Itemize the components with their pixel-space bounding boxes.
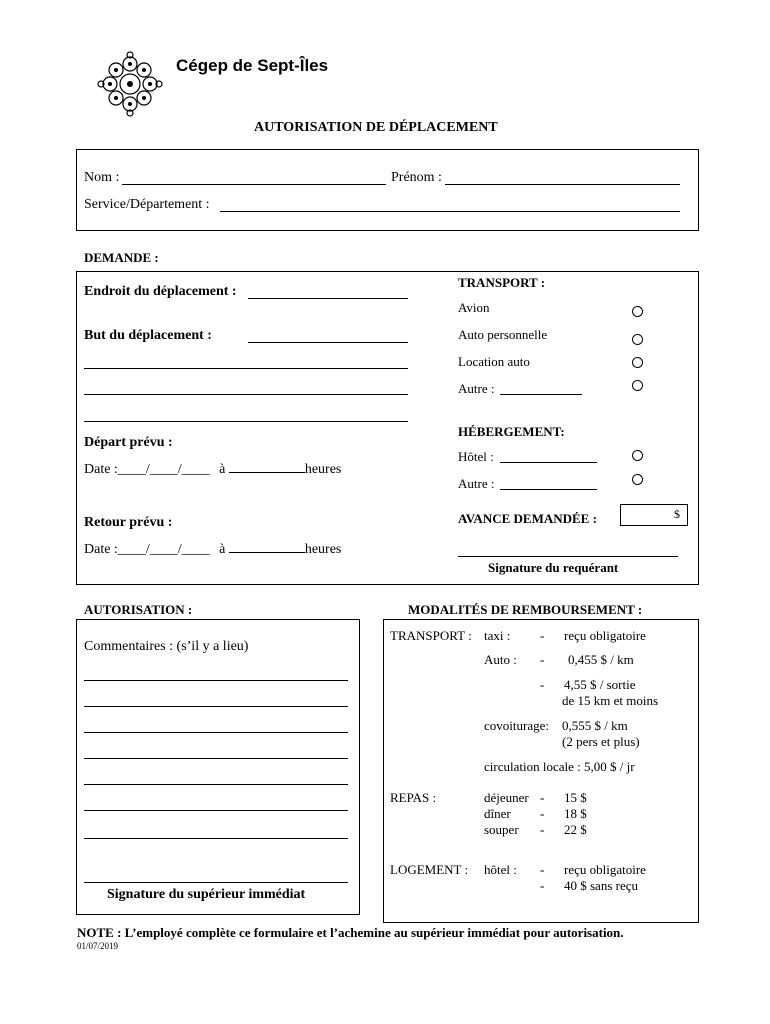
endroit-field[interactable]	[248, 298, 408, 299]
hotel-label: hôtel :	[484, 862, 517, 877]
auto-dash-1: -	[540, 652, 545, 667]
radio-transport-autre[interactable]	[632, 380, 643, 391]
hotel-value-2: 40 $ sans reçu	[564, 878, 639, 893]
repas-meal-dejeuner: déjeuner	[484, 790, 529, 805]
covoit-value-b: (2 pers et plus)	[562, 734, 640, 749]
repas-meal-souper: souper	[484, 822, 519, 837]
taxi-label: taxi :	[484, 628, 511, 643]
comment-line-2[interactable]	[84, 706, 348, 707]
taxi-dash: -	[540, 628, 545, 643]
auto-value-2b: de 15 km et moins	[562, 693, 659, 708]
taxi-value: reçu obligatoire	[564, 628, 646, 643]
depart-heures-label: heures	[304, 462, 342, 477]
hebergement-option-autre: Autre :	[458, 476, 495, 491]
logement-label: LOGEMENT :	[390, 862, 469, 877]
hebergement-autre-field[interactable]	[500, 489, 597, 490]
signature-superieur-line[interactable]	[84, 882, 348, 883]
but-field-line-2[interactable]	[84, 368, 408, 369]
transport-title: TRANSPORT :	[458, 275, 546, 290]
depart-time-field[interactable]	[229, 462, 305, 473]
repas-dash-3: -	[540, 822, 545, 837]
hotel-value-1: reçu obligatoire	[564, 862, 646, 877]
but-label: But du déplacement :	[84, 328, 212, 343]
comment-line-5[interactable]	[84, 784, 348, 785]
demande-section-label: DEMANDE :	[84, 250, 159, 265]
footer-note: NOTE : L’employé complète ce formulaire et l’achemine au supérieur immédiat pour autorisation.	[77, 925, 624, 940]
radio-hebergement-autre[interactable]	[632, 474, 643, 485]
service-field[interactable]	[220, 211, 680, 212]
modalites-section-label: MODALITÉS DE REMBOURSEMENT :	[408, 602, 643, 617]
college-logo	[96, 50, 164, 118]
demande-box	[76, 271, 699, 585]
prenom-label: Prénom :	[391, 170, 442, 185]
avance-currency: $	[674, 507, 680, 521]
retour-label: Retour prévu :	[84, 515, 173, 530]
hotel-field[interactable]	[500, 462, 597, 463]
radio-auto-personnelle[interactable]	[632, 334, 643, 345]
signature-superieur-label: Signature du supérieur immédiat	[107, 887, 306, 902]
signature-requerant-line[interactable]	[458, 556, 678, 557]
radio-avion[interactable]	[632, 306, 643, 317]
covoit-label: covoiturage:	[484, 718, 549, 733]
comment-line-7[interactable]	[84, 838, 348, 839]
identity-box	[76, 149, 699, 231]
depart-date-row[interactable]	[84, 462, 341, 478]
retour-a-label: à	[219, 542, 226, 557]
covoit-value-a: 0,555 $ / km	[562, 718, 628, 733]
comment-line-4[interactable]	[84, 758, 348, 759]
avance-label: AVANCE DEMANDÉE :	[458, 511, 597, 526]
auto-label: Auto :	[484, 652, 517, 667]
comment-line-1[interactable]	[84, 680, 348, 681]
depart-a-label: à	[219, 462, 226, 477]
hotel-dash-1: -	[540, 862, 545, 877]
hotel-dash-2: -	[540, 878, 545, 893]
form-title: AUTORISATION DE DÉPLACEMENT	[254, 120, 498, 135]
repas-dash-1: -	[540, 790, 545, 805]
circulation-locale: circulation locale : 5,00 $ / jr	[484, 759, 635, 774]
retour-time-field[interactable]	[229, 542, 305, 553]
transport-option-location: Location auto	[458, 354, 530, 369]
repas-amount-dejeuner: 15 $	[564, 790, 587, 805]
transport-option-auto-perso: Auto personnelle	[458, 327, 548, 342]
retour-date-label: Date :	[84, 542, 118, 557]
repas-dash-2: -	[540, 806, 545, 821]
hebergement-option-hotel: Hôtel :	[458, 449, 494, 464]
retour-date-row[interactable]	[84, 542, 341, 558]
auto-value-1: 0,455 $ / km	[568, 652, 634, 667]
depart-date-field[interactable]: ____/____/____	[117, 462, 210, 477]
repas-amount-diner: 18 $	[564, 806, 587, 821]
signature-requerant-label: Signature du requérant	[488, 560, 619, 575]
radio-hotel[interactable]	[632, 450, 643, 461]
transport-option-autre: Autre :	[458, 381, 495, 396]
auto-dash-2: -	[540, 677, 545, 692]
hebergement-title: HÉBERGEMENT:	[458, 424, 565, 439]
comment-line-3[interactable]	[84, 732, 348, 733]
depart-label: Départ prévu :	[84, 435, 173, 450]
revision-date: 01/07/2019	[77, 941, 119, 951]
transport-autre-field[interactable]	[500, 394, 582, 395]
institution-name: Cégep de Sept-Îles	[176, 56, 329, 75]
prenom-field[interactable]	[445, 184, 680, 185]
modalites-transport-label: TRANSPORT :	[390, 628, 472, 643]
repas-amount-souper: 22 $	[564, 822, 587, 837]
autorisation-box	[76, 619, 360, 915]
auto-value-2a: 4,55 $ / sortie	[564, 677, 636, 692]
radio-location-auto[interactable]	[632, 357, 643, 368]
but-field-line-4[interactable]	[84, 421, 408, 422]
endroit-label: Endroit du déplacement :	[84, 284, 237, 299]
repas-label: REPAS :	[390, 790, 437, 805]
retour-heures-label: heures	[304, 542, 342, 557]
nom-field[interactable]	[122, 184, 386, 185]
repas-meal-diner: dîner	[484, 806, 511, 821]
but-field[interactable]	[248, 342, 408, 343]
autorisation-section-label: AUTORISATION :	[84, 602, 193, 617]
depart-date-label: Date :	[84, 462, 118, 477]
comment-line-6[interactable]	[84, 810, 348, 811]
retour-date-field[interactable]: ____/____/____	[117, 542, 210, 557]
service-label: Service/Département :	[84, 197, 210, 212]
transport-option-avion: Avion	[458, 300, 490, 315]
comments-label: Commentaires : (s’il y a lieu)	[84, 639, 249, 654]
nom-label: Nom :	[84, 170, 120, 185]
but-field-line-3[interactable]	[84, 394, 408, 395]
